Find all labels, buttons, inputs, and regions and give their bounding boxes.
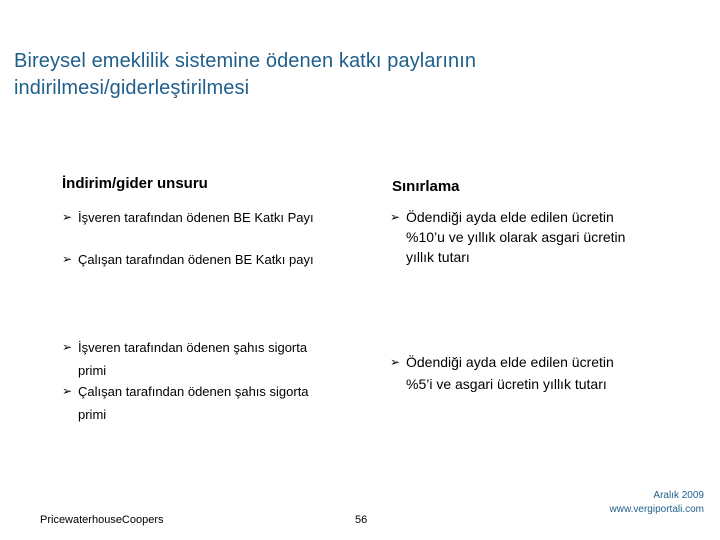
right-bullet-1-line-3: yıllık tutarı (406, 249, 470, 265)
company-name: PricewaterhouseCoopers (40, 514, 164, 526)
right-bullet-1 (390, 207, 625, 267)
left-bullet-4-line-2: primi (78, 407, 107, 422)
left-bullet-4-line-1: Çalışan tarafından ödenen şahıs sigorta (78, 384, 309, 399)
right-bullet-2 (390, 351, 614, 395)
footer-info (610, 489, 704, 517)
footer-date: Aralık 2009 (653, 490, 704, 501)
left-bullet-4 (62, 380, 309, 426)
left-bullet-3 (62, 336, 307, 382)
left-bullet-1 (62, 206, 314, 229)
arrow-bullet-icon: ➢ (62, 340, 73, 354)
left-bullet-2-line-1: Çalışan tarafından ödenen BE Katkı payı (78, 252, 314, 267)
slide-title (14, 48, 704, 102)
slide-title-line-1: Bireysel emeklilik sistemine ödenen katkı paylarının (14, 50, 477, 72)
right-bullet-1-line-2: %10’u ve yıllık olarak asgari ücretin (406, 229, 626, 245)
left-bullet-2 (62, 248, 314, 271)
right-bullet-2-line-1: Ödendiği ayda elde edilen ücretin (406, 354, 614, 370)
right-column-heading: Sınırlama (392, 178, 460, 195)
left-column-heading: İndirim/gider unsuru (62, 175, 208, 192)
arrow-bullet-icon: ➢ (390, 355, 401, 369)
slide-title-line-2: indirilmesi/giderleştirilmesi (14, 77, 250, 99)
left-bullet-3-line-2: primi (78, 363, 107, 378)
left-bullet-1-line-1: İşveren tarafından ödenen BE Katkı Payı (78, 210, 314, 225)
left-bullet-3-line-1: İşveren tarafından ödenen şahıs sigorta (78, 340, 308, 355)
right-bullet-1-line-1: Ödendiği ayda elde edilen ücretin (406, 209, 614, 225)
arrow-bullet-icon: ➢ (390, 210, 401, 224)
arrow-bullet-icon: ➢ (62, 210, 73, 224)
arrow-bullet-icon: ➢ (62, 384, 73, 398)
right-bullet-2-line-2: %5’i ve asgari ücretin yıllık tutarı (406, 376, 607, 392)
page-number: 56 (355, 514, 368, 526)
arrow-bullet-icon: ➢ (62, 252, 73, 266)
footer-website: www.vergiportali.com (609, 504, 704, 515)
